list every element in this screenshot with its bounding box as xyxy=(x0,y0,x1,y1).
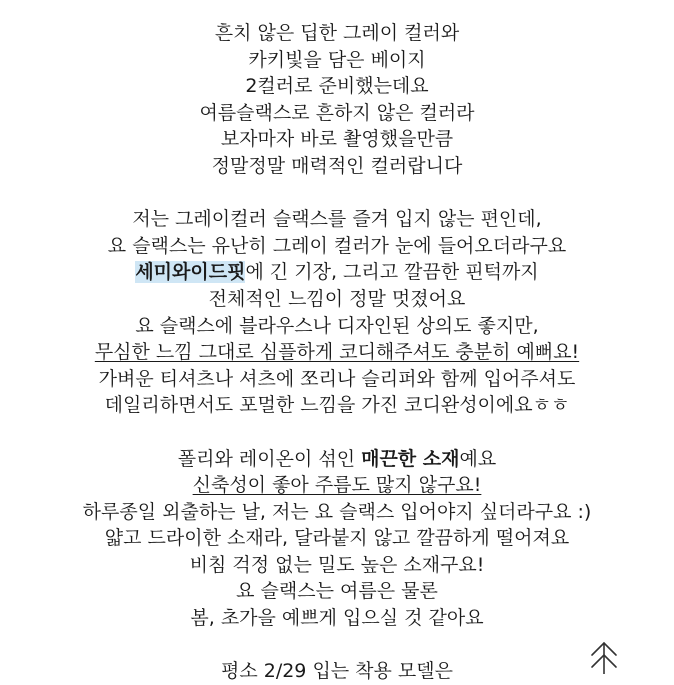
paragraph-gap xyxy=(0,419,674,446)
paragraph-gap xyxy=(0,632,674,659)
text-line: 요 슬랙스는 유난히 그레이 컬러가 눈에 들어오더라구요 xyxy=(107,234,567,257)
text-line: 보자마자 바로 촬영했을만큼 xyxy=(220,128,454,151)
text-line: 데일리하면서도 포멀한 느낌을 가진 코디완성이에요ㅎㅎ xyxy=(104,394,570,417)
text-segment: 에 긴 기장, 그리고 깔끔한 핀턱까지 xyxy=(245,261,539,284)
text-segment: 폴리와 레이온이 섞인 xyxy=(177,447,362,470)
text-line: 비침 걱정 없는 밀도 높은 소재구요! xyxy=(189,553,485,576)
arrow-up-icon xyxy=(584,640,624,674)
text-line: 봄, 초가을 예쁘게 입으실 것 같아요 xyxy=(190,607,484,630)
text-segment: 예요 xyxy=(459,447,497,470)
scroll-top-button[interactable] xyxy=(584,640,624,674)
text-line: 얇고 드라이한 소재라, 달라붙지 않고 깔끔하게 떨어져요 xyxy=(104,527,570,550)
text-line xyxy=(0,259,674,286)
text-line xyxy=(0,446,674,473)
text-line: 2컬러로 준비했는데요 xyxy=(245,75,429,98)
bold-text: 매끈한 소재 xyxy=(361,447,460,470)
paragraph-gap xyxy=(0,180,674,207)
product-description xyxy=(0,20,674,685)
text-line: 가벼운 티셔츠나 셔츠에 쪼리나 슬리퍼와 함께 입어주셔도 xyxy=(98,367,576,390)
text-line: 정말정말 매력적인 컬러랍니다 xyxy=(211,154,463,177)
text-line: 카키빛을 담은 베이지 xyxy=(248,48,426,71)
underlined-text: 신축성이 좋아 주름도 많지 않구요! xyxy=(192,474,482,497)
text-line: 하루종일 외출하는 날, 저는 요 슬랙스 입어야지 싶더라구요 :) xyxy=(82,500,592,523)
text-line: 요 슬랙스에 블라우스나 디자인된 상의도 좋지만, xyxy=(135,314,539,337)
text-line xyxy=(0,339,674,366)
text-line: 전체적인 느낌이 정말 멋졌어요 xyxy=(208,287,466,310)
highlighted-text: 세미와이드핏 xyxy=(135,261,246,284)
text-line xyxy=(0,472,674,499)
text-line-cutoff: 평소 2/29 입는 착용 모델은 xyxy=(220,660,453,683)
text-line: 흔치 않은 딥한 그레이 컬러와 xyxy=(214,22,460,44)
underlined-text: 무심한 느낌 그대로 심플하게 코디해주셔도 충분히 예뻐요! xyxy=(94,341,580,364)
text-line: 요 슬랙스는 여름은 물론 xyxy=(236,580,438,603)
text-line: 저는 그레이컬러 슬랙스를 즐겨 입지 않는 편인데, xyxy=(132,208,542,231)
text-line: 여름슬랙스로 흔하지 않은 컬러라 xyxy=(199,101,475,124)
